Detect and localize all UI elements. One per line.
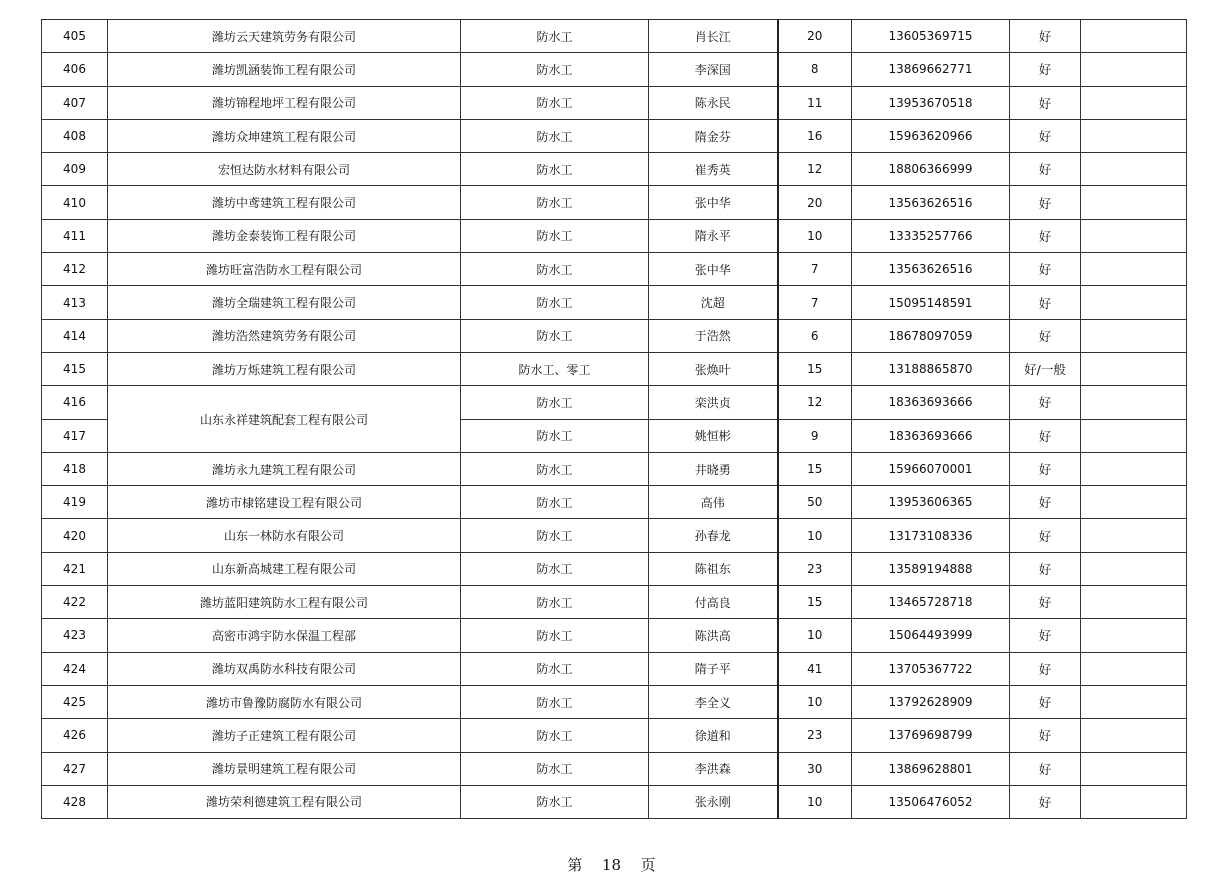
company-name-cell: 潍坊子正建筑工程有限公司 <box>108 719 461 752</box>
table-row <box>42 386 1187 419</box>
trade-type-cell: 防水工 <box>461 386 649 419</box>
contact-person-cell: 孙春龙 <box>649 519 778 552</box>
worker-count-cell: 20 <box>778 186 852 219</box>
page-suffix: 页 <box>640 856 656 874</box>
phone-number-cell: 13705367722 <box>852 652 1010 685</box>
evaluation-cell: 好/一般 <box>1010 352 1081 385</box>
phone-number-cell: 13953670518 <box>852 86 1010 119</box>
trade-type-cell: 防水工 <box>461 219 649 252</box>
remark-cell <box>1081 352 1187 385</box>
company-name-cell: 高密市鸿宇防水保温工程部 <box>108 619 461 652</box>
phone-number-cell: 13953606365 <box>852 486 1010 519</box>
phone-number-cell: 13769698799 <box>852 719 1010 752</box>
contact-person-cell: 陈永民 <box>649 86 778 119</box>
phone-number-cell: 13563626516 <box>852 253 1010 286</box>
phone-number-cell: 13173108336 <box>852 519 1010 552</box>
worker-count-cell: 10 <box>778 219 852 252</box>
trade-type-cell: 防水工 <box>461 253 649 286</box>
company-name-cell: 潍坊荣利德建筑工程有限公司 <box>108 785 461 818</box>
company-name-cell: 潍坊全瑞建筑工程有限公司 <box>108 286 461 319</box>
trade-type-cell: 防水工 <box>461 20 649 53</box>
row-number-cell: 411 <box>42 219 108 252</box>
table-row <box>42 286 1187 319</box>
table-row <box>42 586 1187 619</box>
row-number-cell: 416 <box>42 386 108 419</box>
contact-person-cell: 付高良 <box>649 586 778 619</box>
table-row <box>42 552 1187 585</box>
remark-cell <box>1081 619 1187 652</box>
trade-type-cell: 防水工、零工 <box>461 352 649 385</box>
table-row <box>42 119 1187 152</box>
contact-person-cell: 高伟 <box>649 486 778 519</box>
row-number-cell: 421 <box>42 552 108 585</box>
worker-count-cell: 16 <box>778 119 852 152</box>
row-number-cell: 417 <box>42 419 108 452</box>
trade-type-cell: 防水工 <box>461 186 649 219</box>
row-number-cell: 410 <box>42 186 108 219</box>
trade-type-cell: 防水工 <box>461 486 649 519</box>
worker-count-cell: 7 <box>778 286 852 319</box>
contact-person-cell: 陈洪高 <box>649 619 778 652</box>
contact-person-cell: 崔秀英 <box>649 153 778 186</box>
trade-type-cell: 防水工 <box>461 119 649 152</box>
contact-person-cell: 李深国 <box>649 53 778 86</box>
company-name-cell: 潍坊旺富浩防水工程有限公司 <box>108 253 461 286</box>
evaluation-cell: 好 <box>1010 719 1081 752</box>
table-row <box>42 619 1187 652</box>
page-number: 18 <box>601 856 622 874</box>
worker-count-cell: 23 <box>778 552 852 585</box>
company-name-cell: 潍坊景明建筑工程有限公司 <box>108 752 461 785</box>
phone-number-cell: 13506476052 <box>852 785 1010 818</box>
evaluation-cell: 好 <box>1010 619 1081 652</box>
worker-count-cell: 11 <box>778 86 852 119</box>
trade-type-cell: 防水工 <box>461 86 649 119</box>
contact-person-cell: 徐道和 <box>649 719 778 752</box>
evaluation-cell: 好 <box>1010 286 1081 319</box>
worker-count-cell: 12 <box>778 153 852 186</box>
phone-number-cell: 15064493999 <box>852 619 1010 652</box>
page-prefix: 第 <box>567 856 583 874</box>
phone-number-cell: 18678097059 <box>852 319 1010 352</box>
contact-person-cell: 肖长江 <box>649 20 778 53</box>
contact-person-cell: 张永刚 <box>649 785 778 818</box>
row-number-cell: 408 <box>42 119 108 152</box>
remark-cell <box>1081 153 1187 186</box>
contact-person-cell: 张中华 <box>649 253 778 286</box>
table-row <box>42 153 1187 186</box>
row-number-cell: 405 <box>42 20 108 53</box>
evaluation-cell: 好 <box>1010 186 1081 219</box>
table-row <box>42 752 1187 785</box>
row-number-cell: 413 <box>42 286 108 319</box>
evaluation-cell: 好 <box>1010 652 1081 685</box>
row-number-cell: 426 <box>42 719 108 752</box>
remark-cell <box>1081 186 1187 219</box>
worker-count-cell: 10 <box>778 519 852 552</box>
company-name-cell: 潍坊市鲁豫防腐防水有限公司 <box>108 685 461 718</box>
phone-number-cell: 18363693666 <box>852 419 1010 452</box>
phone-number-cell: 15095148591 <box>852 286 1010 319</box>
row-number-cell: 419 <box>42 486 108 519</box>
phone-number-cell: 13563626516 <box>852 186 1010 219</box>
phone-number-cell: 18806366999 <box>852 153 1010 186</box>
trade-type-cell: 防水工 <box>461 552 649 585</box>
contact-person-cell: 于浩然 <box>649 319 778 352</box>
contact-person-cell: 栾洪贞 <box>649 386 778 419</box>
remark-cell <box>1081 419 1187 452</box>
row-number-cell: 412 <box>42 253 108 286</box>
row-number-cell: 427 <box>42 752 108 785</box>
company-name-cell: 潍坊蓝阳建筑防水工程有限公司 <box>108 586 461 619</box>
phone-number-cell: 13869662771 <box>852 53 1010 86</box>
company-name-cell: 潍坊金泰装饰工程有限公司 <box>108 219 461 252</box>
evaluation-cell: 好 <box>1010 20 1081 53</box>
table-row <box>42 685 1187 718</box>
remark-cell <box>1081 319 1187 352</box>
table-row <box>42 719 1187 752</box>
contact-person-cell: 李全义 <box>649 685 778 718</box>
worker-count-cell: 10 <box>778 685 852 718</box>
remark-cell <box>1081 586 1187 619</box>
company-name-cell: 山东新高城建工程有限公司 <box>108 552 461 585</box>
contact-person-cell: 井晓勇 <box>649 452 778 485</box>
company-name-cell: 宏恒达防水材料有限公司 <box>108 153 461 186</box>
evaluation-cell: 好 <box>1010 319 1081 352</box>
trade-type-cell: 防水工 <box>461 785 649 818</box>
row-number-cell: 407 <box>42 86 108 119</box>
remark-cell <box>1081 519 1187 552</box>
table-row <box>42 452 1187 485</box>
worker-count-cell: 15 <box>778 586 852 619</box>
evaluation-cell: 好 <box>1010 153 1081 186</box>
phone-number-cell: 13605369715 <box>852 20 1010 53</box>
remark-cell <box>1081 253 1187 286</box>
trade-type-cell: 防水工 <box>461 586 649 619</box>
phone-number-cell: 13465728718 <box>852 586 1010 619</box>
remark-cell <box>1081 119 1187 152</box>
phone-number-cell: 18363693666 <box>852 386 1010 419</box>
remark-cell <box>1081 286 1187 319</box>
evaluation-cell: 好 <box>1010 53 1081 86</box>
table-row <box>42 219 1187 252</box>
evaluation-cell: 好 <box>1010 386 1081 419</box>
company-name-cell: 潍坊永九建筑工程有限公司 <box>108 452 461 485</box>
remark-cell <box>1081 20 1187 53</box>
worker-count-cell: 15 <box>778 352 852 385</box>
evaluation-cell: 好 <box>1010 219 1081 252</box>
row-number-cell: 420 <box>42 519 108 552</box>
row-number-cell: 423 <box>42 619 108 652</box>
row-number-cell: 428 <box>42 785 108 818</box>
phone-number-cell: 15963620966 <box>852 119 1010 152</box>
remark-cell <box>1081 386 1187 419</box>
worker-count-cell: 20 <box>778 20 852 53</box>
company-name-cell: 潍坊锦程地坪工程有限公司 <box>108 86 461 119</box>
phone-number-cell: 15966070001 <box>852 452 1010 485</box>
evaluation-cell: 好 <box>1010 419 1081 452</box>
company-name-cell: 山东一林防水有限公司 <box>108 519 461 552</box>
worker-count-cell: 15 <box>778 452 852 485</box>
page-footer <box>0 854 1223 875</box>
company-name-cell: 潍坊浩然建筑劳务有限公司 <box>108 319 461 352</box>
phone-number-cell: 13869628801 <box>852 752 1010 785</box>
phone-number-cell: 13792628909 <box>852 685 1010 718</box>
worker-count-cell: 30 <box>778 752 852 785</box>
remark-cell <box>1081 652 1187 685</box>
company-name-cell: 山东永祥建筑配套工程有限公司 <box>108 386 461 453</box>
phone-number-cell: 13589194888 <box>852 552 1010 585</box>
table-body <box>42 20 1187 819</box>
row-number-cell: 415 <box>42 352 108 385</box>
company-name-cell: 潍坊双禹防水科技有限公司 <box>108 652 461 685</box>
contact-person-cell: 张中华 <box>649 186 778 219</box>
worker-count-cell: 6 <box>778 319 852 352</box>
trade-type-cell: 防水工 <box>461 752 649 785</box>
worker-count-cell: 10 <box>778 785 852 818</box>
table-row <box>42 186 1187 219</box>
row-number-cell: 422 <box>42 586 108 619</box>
phone-number-cell: 13188865870 <box>852 352 1010 385</box>
worker-count-cell: 23 <box>778 719 852 752</box>
company-name-cell: 潍坊中鸢建筑工程有限公司 <box>108 186 461 219</box>
evaluation-cell: 好 <box>1010 752 1081 785</box>
row-number-cell: 414 <box>42 319 108 352</box>
contact-person-cell: 张焕叶 <box>649 352 778 385</box>
contact-person-cell: 隋子平 <box>649 652 778 685</box>
evaluation-cell: 好 <box>1010 586 1081 619</box>
table-row <box>42 486 1187 519</box>
worker-count-cell: 41 <box>778 652 852 685</box>
contact-person-cell: 沈超 <box>649 286 778 319</box>
phone-number-cell: 13335257766 <box>852 219 1010 252</box>
company-name-cell: 潍坊凯涵装饰工程有限公司 <box>108 53 461 86</box>
company-name-cell: 潍坊众坤建筑工程有限公司 <box>108 119 461 152</box>
table-row <box>42 519 1187 552</box>
trade-type-cell: 防水工 <box>461 53 649 86</box>
trade-type-cell: 防水工 <box>461 286 649 319</box>
trade-type-cell: 防水工 <box>461 719 649 752</box>
row-number-cell: 424 <box>42 652 108 685</box>
contact-person-cell: 陈祖东 <box>649 552 778 585</box>
remark-cell <box>1081 53 1187 86</box>
contact-person-cell: 姚恒彬 <box>649 419 778 452</box>
evaluation-cell: 好 <box>1010 86 1081 119</box>
evaluation-cell: 好 <box>1010 785 1081 818</box>
remark-cell <box>1081 452 1187 485</box>
table-row <box>42 253 1187 286</box>
worker-count-cell: 50 <box>778 486 852 519</box>
trade-type-cell: 防水工 <box>461 619 649 652</box>
worker-count-cell: 10 <box>778 619 852 652</box>
row-number-cell: 406 <box>42 53 108 86</box>
evaluation-cell: 好 <box>1010 685 1081 718</box>
remark-cell <box>1081 486 1187 519</box>
table-row <box>42 20 1187 53</box>
evaluation-cell: 好 <box>1010 119 1081 152</box>
remark-cell <box>1081 86 1187 119</box>
trade-type-cell: 防水工 <box>461 652 649 685</box>
trade-type-cell: 防水工 <box>461 452 649 485</box>
remark-cell <box>1081 552 1187 585</box>
trade-type-cell: 防水工 <box>461 319 649 352</box>
trade-type-cell: 防水工 <box>461 419 649 452</box>
remark-cell <box>1081 752 1187 785</box>
remark-cell <box>1081 719 1187 752</box>
evaluation-cell: 好 <box>1010 486 1081 519</box>
table-row <box>42 652 1187 685</box>
table-row <box>42 785 1187 818</box>
evaluation-cell: 好 <box>1010 519 1081 552</box>
row-number-cell: 425 <box>42 685 108 718</box>
remark-cell <box>1081 785 1187 818</box>
remark-cell <box>1081 219 1187 252</box>
worker-count-cell: 9 <box>778 419 852 452</box>
trade-type-cell: 防水工 <box>461 519 649 552</box>
trade-type-cell: 防水工 <box>461 153 649 186</box>
contact-person-cell: 隋金芬 <box>649 119 778 152</box>
table-row <box>42 53 1187 86</box>
contact-person-cell: 隋永平 <box>649 219 778 252</box>
table-row <box>42 352 1187 385</box>
evaluation-cell: 好 <box>1010 452 1081 485</box>
worker-count-cell: 8 <box>778 53 852 86</box>
evaluation-cell: 好 <box>1010 552 1081 585</box>
contractor-table <box>41 19 1187 819</box>
row-number-cell: 409 <box>42 153 108 186</box>
trade-type-cell: 防水工 <box>461 685 649 718</box>
company-name-cell: 潍坊云天建筑劳务有限公司 <box>108 20 461 53</box>
contact-person-cell: 李洪森 <box>649 752 778 785</box>
worker-count-cell: 7 <box>778 253 852 286</box>
remark-cell <box>1081 685 1187 718</box>
evaluation-cell: 好 <box>1010 253 1081 286</box>
table-row <box>42 86 1187 119</box>
worker-count-cell: 12 <box>778 386 852 419</box>
row-number-cell: 418 <box>42 452 108 485</box>
company-name-cell: 潍坊万烁建筑工程有限公司 <box>108 352 461 385</box>
table-row <box>42 319 1187 352</box>
company-name-cell: 潍坊市棣铭建设工程有限公司 <box>108 486 461 519</box>
